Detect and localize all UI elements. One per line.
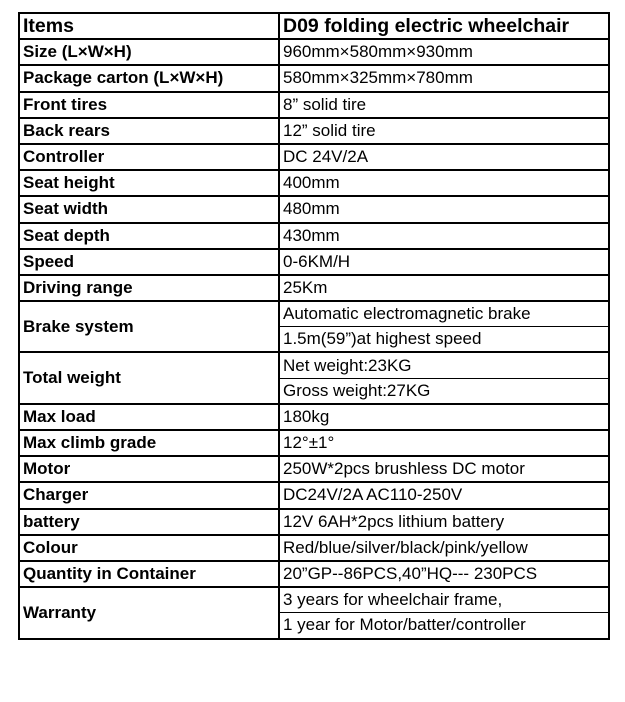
spec-label: Seat width (19, 196, 279, 222)
spec-label: Quantity in Container (19, 561, 279, 587)
spec-label: Controller (19, 144, 279, 170)
spec-label: Package carton (L×W×H) (19, 65, 279, 91)
table-row (19, 249, 609, 275)
spec-label: Total weight (19, 352, 279, 403)
spec-label: Brake system (19, 301, 279, 352)
table-row (19, 196, 609, 222)
spec-value: 250W*2pcs brushless DC motor (279, 456, 609, 482)
table-row (19, 456, 609, 482)
spec-value: 1 year for Motor/batter/controller (279, 613, 609, 639)
table-row (19, 587, 609, 613)
table-row (19, 39, 609, 65)
spec-value: 180kg (279, 404, 609, 430)
spec-label: Motor (19, 456, 279, 482)
spec-value: 430mm (279, 223, 609, 249)
spec-value: DC 24V/2A (279, 144, 609, 170)
table-row (19, 430, 609, 456)
table-row (19, 223, 609, 249)
spec-label: Driving range (19, 275, 279, 301)
table-row (19, 352, 609, 378)
spec-value: 20”GP--86PCS,40”HQ--- 230PCS (279, 561, 609, 587)
spec-value: 8” solid tire (279, 92, 609, 118)
spec-value: 12V 6AH*2pcs lithium battery (279, 509, 609, 535)
table-row (19, 301, 609, 327)
spec-label: battery (19, 509, 279, 535)
spec-label: Max load (19, 404, 279, 430)
spec-label: Max climb grade (19, 430, 279, 456)
spec-value: Gross weight:27KG (279, 378, 609, 404)
spec-label: Seat depth (19, 223, 279, 249)
table-row (19, 92, 609, 118)
spec-label: Speed (19, 249, 279, 275)
spec-label: Seat height (19, 170, 279, 196)
spec-value: 3 years for wheelchair frame, (279, 587, 609, 613)
spec-label: Front tires (19, 92, 279, 118)
spec-value: 12°±1° (279, 430, 609, 456)
table-row (19, 65, 609, 91)
spec-table (18, 12, 610, 640)
spec-value: 400mm (279, 170, 609, 196)
table-row (19, 170, 609, 196)
table-row (19, 144, 609, 170)
table-row (19, 509, 609, 535)
table-header-row (19, 13, 609, 39)
spec-value: 480mm (279, 196, 609, 222)
spec-value: 12” solid tire (279, 118, 609, 144)
spec-value: 0-6KM/H (279, 249, 609, 275)
spec-value: 25Km (279, 275, 609, 301)
spec-label: Size (L×W×H) (19, 39, 279, 65)
spec-label: Charger (19, 482, 279, 508)
table-row (19, 535, 609, 561)
header-items: Items (19, 13, 279, 39)
spec-value: 580mm×325mm×780mm (279, 65, 609, 91)
header-product: D09 folding electric wheelchair (279, 13, 609, 39)
table-row (19, 275, 609, 301)
table-row (19, 482, 609, 508)
spec-value: Automatic electromagnetic brake (279, 301, 609, 327)
spec-label: Back rears (19, 118, 279, 144)
spec-value: Red/blue/silver/black/pink/yellow (279, 535, 609, 561)
spec-value: 960mm×580mm×930mm (279, 39, 609, 65)
spec-value: 1.5m(59”)at highest speed (279, 327, 609, 353)
spec-label: Warranty (19, 587, 279, 638)
spec-value: DC24V/2A AC110-250V (279, 482, 609, 508)
table-row (19, 561, 609, 587)
spec-value: Net weight:23KG (279, 352, 609, 378)
table-row (19, 404, 609, 430)
spec-label: Colour (19, 535, 279, 561)
table-row (19, 118, 609, 144)
